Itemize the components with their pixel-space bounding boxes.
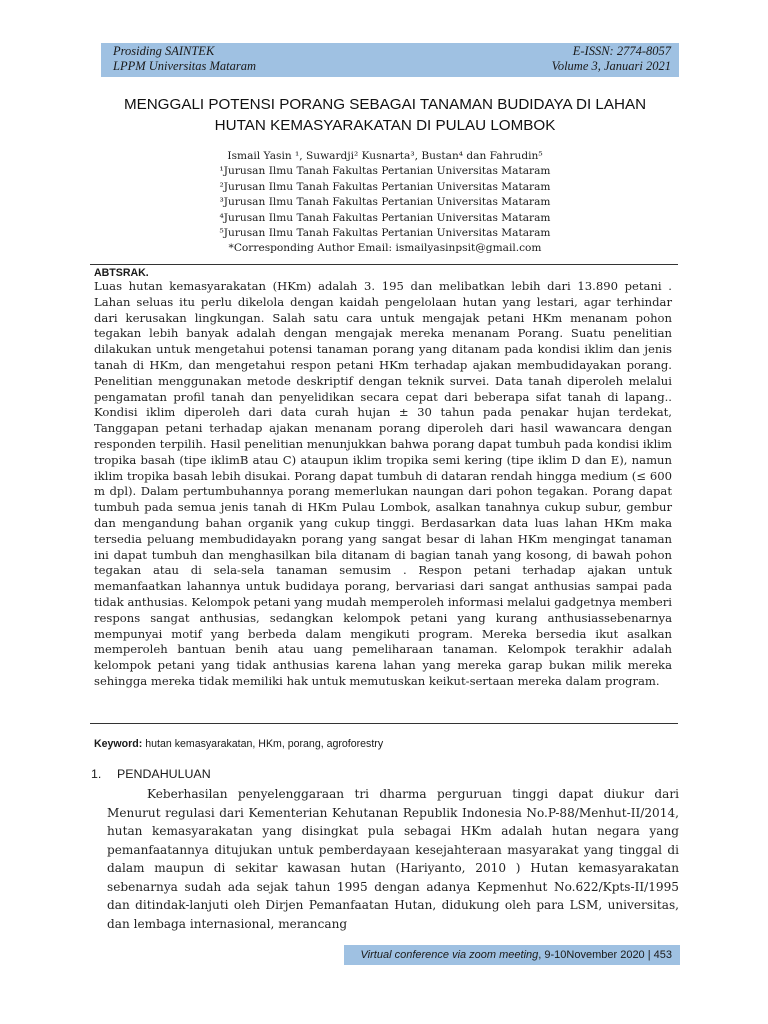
section-number: 1. [91,767,102,781]
affiliation-4: ⁴Jurusan Ilmu Tanah Fakultas Pertanian Universitas Mataram [219,211,551,224]
body-text: Keberhasilan penyelenggaraan tri dharma perguruan tinggi dapat diukur dari Menurut regulasi dari Kementerian Kehutanan Republik Indonesia No.P-88/Menhut-II/2014, hutan kemasyarakatan yang disingkat pula sebagai HKm adalah hutan negara yang pemanfaatannya ditujukan untuk pemberdayaan kesejahteraan masyarakat yang tinggal di dalam maupun di sekitar kawasan hutan (Hariyanto, 2010 ) Hutan kemasyarakatan sebenarnya sudah ada sejak tahun 1995 dengan adanya Kepmenhut No.622/Kpts-II/1995 dan ditindak-lanjuti oleh Dirjen Pemanfaatan Hutan, didukung oleh para LSM, universitas, dan lembaga internasional, merancang [107,787,679,931]
conference-dates: , 9-10November 2020 | 453 [538,949,672,961]
keyword-label: Keyword: [94,738,143,750]
author-block [90,149,680,257]
title-line-2: HUTAN KEMASYARAKATAN DI PULAU LOMBOK [214,117,556,134]
paper-title [90,94,680,136]
body-paragraph [107,785,679,933]
abstract-text: Luas hutan kemasyarakatan (HKm) adalah 3. 195 dan melibatkan lebih dari 13.890 petani . Lahan seluas itu perlu dikelola dengan kaidah pengelolaan hutan yang lestari, agar terhindar dari kerusakan lingkungan. Salah satu cara untuk mengajak petani HKm menanam pohon tegakan lebih banyak adalah dengan mengajak mereka menanam Porang. Suatu penelitian dilakukan untuk mengetahui potensi tanaman porang yang ditanam pada kondisi iklim dan jenis tanah di HKm, dan mengetahui respon petani HKm terhadap ajakan membudidayakan porang. Penelitian menggunakan metode deskriptif dengan teknik survei. Data tanah diperoleh melalui pengamatan profil tanah dan penyelidikan secara cepat dari beberapa sifat tanah di lapang.. Kondisi iklim diperoleh dari data curah hujan ± 30 tahun pada penakar hujan terdekat, Tanggapan petani terhadap ajakan menanam porang diperoleh dari hasil wawancara dengan responden terpilih. Hasil penelitian menunjukkan bahwa porang dapat tumbuh pada kondisi iklim tropika basah (tipe iklimB atau C) ataupun iklim tropika semi kering (tipe iklim D dan E), namun iklim tropika basah lebih disukai. Porang dapat tumbuh di dataran rendah hingga medium (≤ 600 m dpl). Dalam pertumbuhannya porang memerlukan naungan dari pohon tegakan. Porang dapat tumbuh pada semua jenis tanah di HKm Pulau Lombok, asalkan tanahnya cukup subur, gembur dan mengandung bahan organik yang cukup tinggi. Berdasarkan data luas lahan HKm maka tersedia peluang membudidayakn porang yang sangat besar di lahan HKm mengingat tanaman ini dapat tumbuh dan menghasilkan bila ditanam di bagian tanah yang kosong, di bawah pohon tegakan atau di sela-sela tanaman semusim . Respon petani terhadap ajakan untuk memanfaatkan lahannya untuk budidaya porang, bervariasi dari sangat anthusias sampai pada tidak anthusias. Kelompok petani yang mudah memperoleh informasi melalui gadgetnya memberi respons sangat anthusias, sedangkan kelompok petani yang kurang anthusiassebenarnya mempunyai motif yang berbeda dalam mengikuti program. Mereka bersedia ikut asalkan memperoleh bantuan benih atau uang pemeliharaan tanaman. Kelompok terakhir adalah kelompok petani yang tidak anthusias karena lahan yang mereka garap bukan milik mereka sehingga mereka tidak memiliki hak untuk memutuskan keikut-sertaan mereka dalam program. [94,279,672,688]
affiliation-5: ⁵Jurusan Ilmu Tanah Fakultas Pertanian Universitas Mataram [219,227,551,240]
institution: LPPM Universitas Mataram [113,59,257,73]
section-heading [91,767,211,781]
affiliation-3: ³Jurusan Ilmu Tanah Fakultas Pertanian Universitas Mataram [219,196,551,209]
issn: E-ISSN: 2774-8057 [572,44,671,58]
journal-header [101,43,679,77]
keywords [94,738,383,750]
journal-name: Prosiding SAINTEK [113,44,215,58]
conference-name: Virtual conference via zoom meeting [360,949,539,961]
author-list: Ismail Yasin ¹, Suwardji² Kusnarta³, Bustan⁴ dan Fahrudin⁵ [227,150,543,162]
section-title: PENDAHULUAN [117,767,211,781]
keyword-text: hutan kemasyarakatan, HKm, porang, agroforestry [145,738,384,750]
volume: Volume 3, Januari 2021 [551,59,671,73]
affiliation-1: ¹Jurusan Ilmu Tanah Fakultas Pertanian Universitas Mataram [219,165,551,178]
title-line-1: MENGGALI POTENSI PORANG SEBAGAI TANAMAN BUDIDAYA DI LAHAN [123,96,647,113]
abstract-heading: ABTSRAK. [94,267,149,279]
affiliation-2: ²Jurusan Ilmu Tanah Fakultas Pertanian Universitas Mataram [219,180,551,193]
corresponding-author: *Corresponding Author Email: ismailyasinpsit@gmail.com [228,242,542,255]
page-footer [344,945,680,965]
